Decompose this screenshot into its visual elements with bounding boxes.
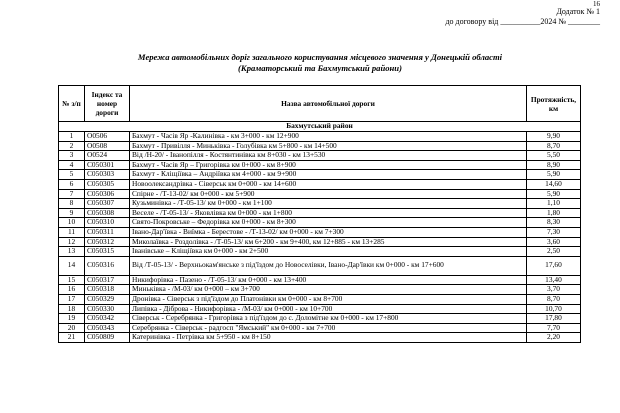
row-number: 5 xyxy=(59,170,85,180)
row-index: С050305 xyxy=(85,179,130,189)
row-road-name: Бахмут - Часів Яр – Григорівка км 0+000 - км 8+900 xyxy=(130,160,527,170)
row-index: С050316 xyxy=(85,256,130,275)
row-number: 17 xyxy=(59,294,85,304)
row-index: О0524 xyxy=(85,151,130,161)
row-index: С050307 xyxy=(85,199,130,209)
row-length: 1,80 xyxy=(527,208,581,218)
appendix-block xyxy=(445,7,600,27)
row-index: С050306 xyxy=(85,189,130,199)
row-length: 8,30 xyxy=(527,218,581,228)
row-length: 5,50 xyxy=(527,151,581,161)
title-line-1: Мережа автомобільних доріг загального користування місцевого значення у Донецькій області xyxy=(137,52,503,62)
row-road-name: Катеринівка - Петрівка км 5+950 - км 8+150 xyxy=(130,333,527,343)
header-road-name: Назва автомобільної дороги xyxy=(130,86,527,122)
row-number: 18 xyxy=(59,304,85,314)
table-row xyxy=(59,141,581,151)
row-length: 8,90 xyxy=(527,160,581,170)
row-road-name: Никифорівка - Пазено - /Т-05-13/ км 0+000 - км 13+400 xyxy=(130,275,527,285)
table-row xyxy=(59,151,581,161)
table-row xyxy=(59,208,581,218)
row-road-name: Іванівське – Кліщіївка км 0+000 - км 2+500 xyxy=(130,247,527,257)
row-length: 13,40 xyxy=(527,275,581,285)
row-road-name: Серебрянка - Сіверськ - радгосп "Ямський" км 0+000 - км 7+700 xyxy=(130,323,527,333)
table-row xyxy=(59,218,581,228)
table-row xyxy=(59,237,581,247)
row-index: С050311 xyxy=(85,227,130,237)
row-index: С050317 xyxy=(85,275,130,285)
table-row xyxy=(59,227,581,237)
row-index: С050301 xyxy=(85,160,130,170)
row-index: С050318 xyxy=(85,285,130,295)
header-index: Індекс та номер дороги xyxy=(85,86,130,122)
contract-reference: до договору від __________2024 № ________ xyxy=(445,17,600,26)
row-length: 9,90 xyxy=(527,132,581,142)
table-row xyxy=(59,304,581,314)
row-number: 16 xyxy=(59,285,85,295)
row-length: 5,90 xyxy=(527,189,581,199)
row-road-name: Свято-Покровське – Федорівка км 0+000 - км 8+300 xyxy=(130,218,527,228)
row-index: С050315 xyxy=(85,247,130,257)
table-row xyxy=(59,189,581,199)
row-index: С050312 xyxy=(85,237,130,247)
row-road-name: Миколаївка - Роздолівка - /Т-05-13/ км 6+200 - км 9+400, км 12+885 - км 13+285 xyxy=(130,237,527,247)
row-length: 5,90 xyxy=(527,170,581,180)
row-number: 20 xyxy=(59,323,85,333)
row-road-name: Спірне - /Т-13-02/ км 0+000 - км 5+900 xyxy=(130,189,527,199)
row-number: 1 xyxy=(59,132,85,142)
row-length: 10,70 xyxy=(527,304,581,314)
row-road-name: Липівка - Діброва - Никифорівка - /М-03/ км 0+000 - км 10+700 xyxy=(130,304,527,314)
row-length: 7,30 xyxy=(527,227,581,237)
table-row xyxy=(59,256,581,275)
row-number: 10 xyxy=(59,218,85,228)
row-number: 12 xyxy=(59,237,85,247)
row-length: 1,10 xyxy=(527,199,581,209)
table-row xyxy=(59,199,581,209)
row-road-name: Новоолександрівка - Сіверськ км 0+000 - км 14+600 xyxy=(130,179,527,189)
table-row xyxy=(59,160,581,170)
table-row xyxy=(59,170,581,180)
row-number: 19 xyxy=(59,314,85,324)
row-road-name: Кузьминівка - /Т-05-13/ км 0+000 - км 1+100 xyxy=(130,199,527,209)
row-index: С050343 xyxy=(85,323,130,333)
row-length: 3,60 xyxy=(527,237,581,247)
row-road-name: Івано-Дар'ївка - Виїмка - Берестове - /Т-13-02/ км 0+000 - км 7+300 xyxy=(130,227,527,237)
row-road-name: Дронівка - Сіверськ з під'їздом до Платонівки км 0+000 - км 8+700 xyxy=(130,294,527,304)
row-road-name: Бахмут - Привілля - Миньківка - Голубівка км 5+800 - км 14+500 xyxy=(130,141,527,151)
appendix-label: Додаток № 1 xyxy=(556,7,600,16)
row-number: 15 xyxy=(59,275,85,285)
row-index: С050308 xyxy=(85,208,130,218)
row-length: 8,70 xyxy=(527,294,581,304)
row-number: 9 xyxy=(59,208,85,218)
row-length: 17,80 xyxy=(527,314,581,324)
row-number: 7 xyxy=(59,189,85,199)
row-length: 2,20 xyxy=(527,333,581,343)
row-index: С050303 xyxy=(85,170,130,180)
district-row xyxy=(59,122,581,132)
row-number: 21 xyxy=(59,333,85,343)
row-road-name: Миньківка - /М-03/ км 0+000 – км 3+700 xyxy=(130,285,527,295)
title-line-2: (Краматорський та Бахмутський райони) xyxy=(238,63,402,73)
table-row xyxy=(59,132,581,142)
row-road-name: Сіверськ - Серебрянка - Григорівка з під'їздом до с. Доломітне км 0+000 - км 17+800 xyxy=(130,314,527,324)
table-row xyxy=(59,275,581,285)
row-index: С050329 xyxy=(85,294,130,304)
table-row xyxy=(59,294,581,304)
row-index: С050310 xyxy=(85,218,130,228)
header-number: № з/п xyxy=(59,86,85,122)
document-title xyxy=(60,52,580,74)
table-row xyxy=(59,285,581,295)
row-length: 3,70 xyxy=(527,285,581,295)
header-length: Протяжність, км xyxy=(527,86,581,122)
row-road-name: Від /Т-05-13/ - Верхньокам'янське з під'їздом до Новоселівки, Івано-Дар'ївки км 0+000 - км 17+600 xyxy=(130,256,527,275)
row-number: 3 xyxy=(59,151,85,161)
table-row xyxy=(59,179,581,189)
page-number: 16 xyxy=(593,0,600,8)
row-number: 6 xyxy=(59,179,85,189)
roads-table xyxy=(58,85,581,343)
row-number: 14 xyxy=(59,256,85,275)
row-road-name: Від /Н-20/ - Іванопілля - Костянтинівка км 8+030 - км 13+530 xyxy=(130,151,527,161)
row-length: 7,70 xyxy=(527,323,581,333)
table-row xyxy=(59,333,581,343)
row-length: 8,70 xyxy=(527,141,581,151)
table-row xyxy=(59,314,581,324)
row-length: 14,60 xyxy=(527,179,581,189)
row-index: С050342 xyxy=(85,314,130,324)
district-name: Бахмутський район xyxy=(59,122,581,132)
table-header-row xyxy=(59,86,581,122)
table-row xyxy=(59,323,581,333)
row-number: 11 xyxy=(59,227,85,237)
row-index: С050809 xyxy=(85,333,130,343)
table-row xyxy=(59,247,581,257)
row-length: 2,50 xyxy=(527,247,581,257)
row-index: С050330 xyxy=(85,304,130,314)
row-number: 4 xyxy=(59,160,85,170)
row-index: О0508 xyxy=(85,141,130,151)
row-road-name: Бахмут - Кліщіївка – Андріївка км 4+000 - км 9+900 xyxy=(130,170,527,180)
row-number: 2 xyxy=(59,141,85,151)
row-number: 8 xyxy=(59,199,85,209)
row-length: 17,60 xyxy=(527,256,581,275)
row-number: 13 xyxy=(59,247,85,257)
row-road-name: Веселе - /Т-05-13/ - Яковлівка км 0+000 - км 1+800 xyxy=(130,208,527,218)
row-road-name: Бахмут - Часів Яр -Калинівка - км 3+000 - км 12+900 xyxy=(130,132,527,142)
row-index: О0506 xyxy=(85,132,130,142)
